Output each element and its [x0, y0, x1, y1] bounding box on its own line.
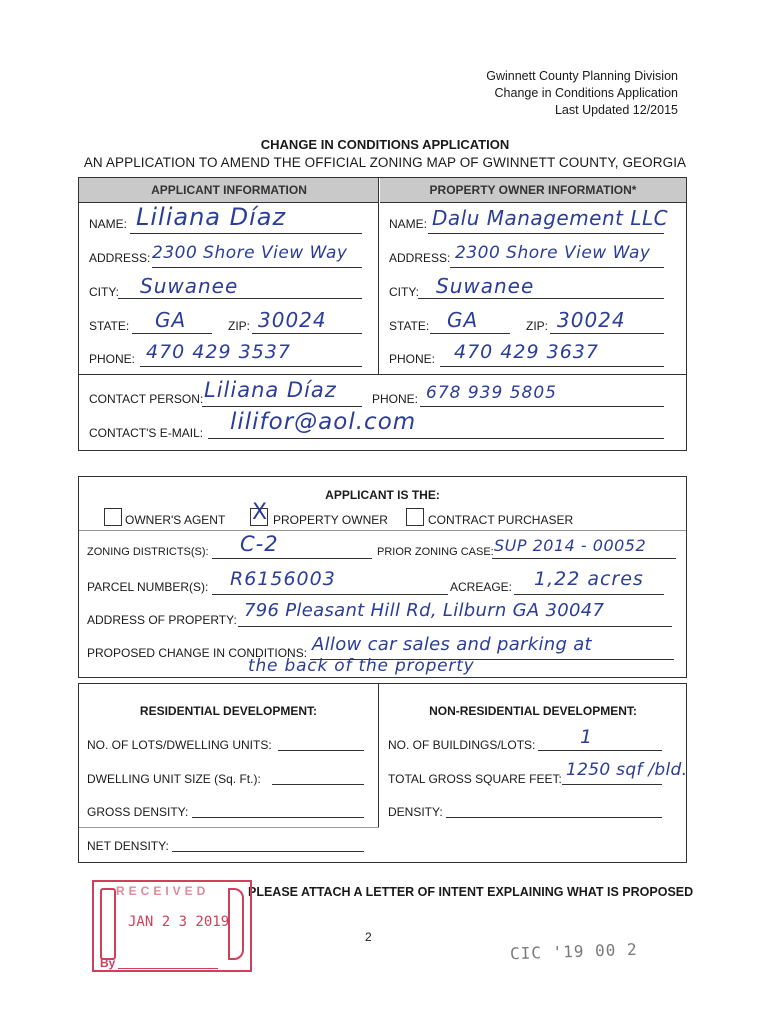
stamp-bracket-left — [100, 888, 116, 960]
sqft-label: TOTAL GROSS SQUARE FEET: — [388, 772, 562, 786]
applicant-address-line[interactable] — [152, 267, 362, 268]
proposed-change-line2: the back of the property — [248, 656, 475, 676]
unit-size-line[interactable] — [272, 784, 364, 785]
owner-phone: 470 429 3637 — [454, 341, 599, 363]
applicant-address: 2300 Shore View Way — [152, 243, 348, 263]
applicant-zip-line[interactable] — [252, 333, 362, 334]
zoning-districts-label: ZONING DISTRICTS(S): — [87, 546, 209, 558]
property-address: 796 Pleasant Hill Rd, Lilburn GA 30047 — [244, 600, 605, 621]
contact-phone-line[interactable] — [420, 406, 664, 407]
stamp-title: RECEIVED — [116, 884, 210, 898]
acreage-line[interactable] — [514, 594, 664, 595]
zoning-districts: C-2 — [240, 532, 279, 556]
density-line[interactable] — [446, 817, 662, 818]
owner-zip: 30024 — [557, 308, 626, 332]
unit-size-label: DWELLING UNIT SIZE (Sq. Ft.): — [87, 772, 261, 786]
contact-email: lilifor@aol.com — [230, 409, 417, 435]
contract-purchaser-label: CONTRACT PURCHASER — [428, 513, 574, 527]
applicant-address-label: ADDRESS: — [89, 251, 151, 265]
residential-heading: RESIDENTIAL DEVELOPMENT: — [139, 704, 318, 718]
applicant-phone-label: PHONE: — [89, 352, 136, 366]
stamp-by-line — [118, 968, 218, 969]
owners-agent-checkbox[interactable] — [104, 508, 122, 526]
density-label: DENSITY: — [388, 805, 443, 819]
applicant-name-label: NAME: — [89, 217, 128, 231]
owner-name-label: NAME: — [389, 217, 428, 231]
received-stamp — [92, 880, 252, 972]
owner-heading: PROPERTY OWNER INFORMATION* — [380, 178, 686, 203]
property-address-line[interactable] — [238, 626, 672, 627]
owner-state-line[interactable] — [430, 333, 510, 334]
prior-zoning-line[interactable] — [492, 558, 676, 559]
applicant-name-line[interactable] — [130, 233, 362, 234]
zoning-divider — [79, 530, 686, 531]
owner-state-label: STATE: — [389, 319, 430, 333]
form-subtitle: AN APPLICATION TO AMEND THE OFFICIAL ZONING MAP OF GWINNETT COUNTY, GEORGIA — [83, 155, 687, 170]
net-density-label: NET DENSITY: — [87, 839, 169, 853]
parcel-number-label: PARCEL NUMBER(S): — [87, 580, 209, 594]
owner-zip-label: ZIP: — [526, 319, 549, 333]
sqft: 1250 sqf /bld. — [566, 760, 688, 780]
form-title: CHANGE IN CONDITIONS APPLICATION — [260, 137, 510, 152]
proposed-change-line1: Allow car sales and parking at — [312, 634, 592, 655]
applicant-name: Liliana Díaz — [136, 203, 287, 231]
applicant-city-line[interactable] — [118, 298, 362, 299]
applicant-city-label: CITY: — [89, 285, 120, 299]
applicant-zip-label: ZIP: — [228, 319, 251, 333]
header-application: Change in Conditions Application — [494, 86, 678, 100]
contract-purchaser-checkbox[interactable] — [406, 508, 424, 526]
contact-phone: 678 939 5805 — [426, 383, 557, 403]
applicant-heading: APPLICANT INFORMATION — [79, 178, 379, 203]
applicant-is-heading: APPLICANT IS THE: — [325, 488, 440, 502]
prior-zoning: SUP 2014 - 00052 — [494, 536, 647, 555]
header-updated: Last Updated 12/2015 — [554, 103, 678, 117]
contact-person-line[interactable] — [202, 406, 362, 407]
applicant-state: GA — [155, 308, 187, 332]
prior-zoning-label: PRIOR ZONING CASE: — [377, 546, 494, 558]
owner-name-line[interactable] — [428, 233, 664, 234]
owner-city-label: CITY: — [389, 285, 420, 299]
acreage-label: ACREAGE: — [450, 580, 513, 594]
net-density-line[interactable] — [172, 851, 364, 852]
page-number: 2 — [365, 930, 372, 944]
owner-phone-label: PHONE: — [389, 352, 436, 366]
stamp-bracket-right — [228, 888, 244, 960]
owner-address-label: ADDRESS: — [389, 251, 451, 265]
contact-person-label: CONTACT PERSON: — [89, 392, 204, 406]
applicant-city: Suwanee — [140, 274, 239, 298]
buildings: 1 — [580, 726, 594, 748]
owner-city: Suwanee — [436, 274, 535, 298]
lots-line[interactable] — [278, 750, 364, 751]
owner-name: Dalu Management LLC — [432, 206, 669, 230]
applicant-zip: 30024 — [258, 308, 327, 332]
gross-density-line[interactable] — [192, 817, 364, 818]
applicant-phone-line[interactable] — [140, 366, 362, 367]
applicant-phone: 470 429 3537 — [146, 341, 291, 363]
header-division: Gwinnett County Planning Division — [486, 69, 678, 83]
stamp-date: JAN 2 3 2019 — [128, 914, 230, 930]
parcel-number: R6156003 — [230, 568, 336, 590]
buildings-label: NO. OF BUILDINGS/LOTS: — [388, 738, 536, 752]
buildings-line[interactable] — [538, 750, 662, 751]
contact-person: Liliana Díaz — [204, 378, 337, 402]
net-density-divider — [79, 827, 379, 828]
zoning-districts-line[interactable] — [212, 558, 372, 559]
contact-email-label: CONTACT'S E-MAIL: — [89, 426, 204, 440]
contact-phone-label: PHONE: — [372, 392, 419, 406]
letter-of-intent-notice: PLEASE ATTACH A LETTER OF INTENT EXPLAINING WHAT IS PROPOSED — [248, 885, 694, 899]
owners-agent-label: OWNER'S AGENT — [125, 513, 226, 527]
owner-city-line[interactable] — [418, 298, 664, 299]
gross-density-label: GROSS DENSITY: — [87, 805, 189, 819]
contact-email-line[interactable] — [208, 438, 664, 439]
development-divider — [378, 684, 379, 828]
stamp-by: By — [100, 956, 116, 970]
owner-zip-line[interactable] — [550, 333, 664, 334]
info-divider — [378, 178, 379, 375]
applicant-state-label: STATE: — [89, 319, 130, 333]
owner-address: 2300 Shore View Way — [455, 243, 651, 263]
property-owner-check-mark: X — [252, 500, 269, 525]
parcel-number-line[interactable] — [212, 594, 448, 595]
proposed-change-label: PROPOSED CHANGE IN CONDITIONS: — [87, 646, 308, 660]
acreage: 1,22 acres — [534, 568, 644, 590]
contact-divider — [79, 374, 686, 375]
lots-label: NO. OF LOTS/DWELLING UNITS: — [87, 738, 272, 752]
owner-state: GA — [447, 308, 479, 332]
nonresidential-heading: NON-RESIDENTIAL DEVELOPMENT: — [429, 704, 637, 718]
applicant-state-line[interactable] — [132, 333, 212, 334]
owner-phone-line[interactable] — [440, 366, 664, 367]
property-owner-label: PROPERTY OWNER — [273, 513, 388, 527]
owner-address-line[interactable] — [450, 267, 664, 268]
case-code: CIC '19 00 2 — [509, 939, 638, 964]
property-address-label: ADDRESS OF PROPERTY: — [87, 613, 237, 627]
sqft-line[interactable] — [562, 784, 662, 785]
